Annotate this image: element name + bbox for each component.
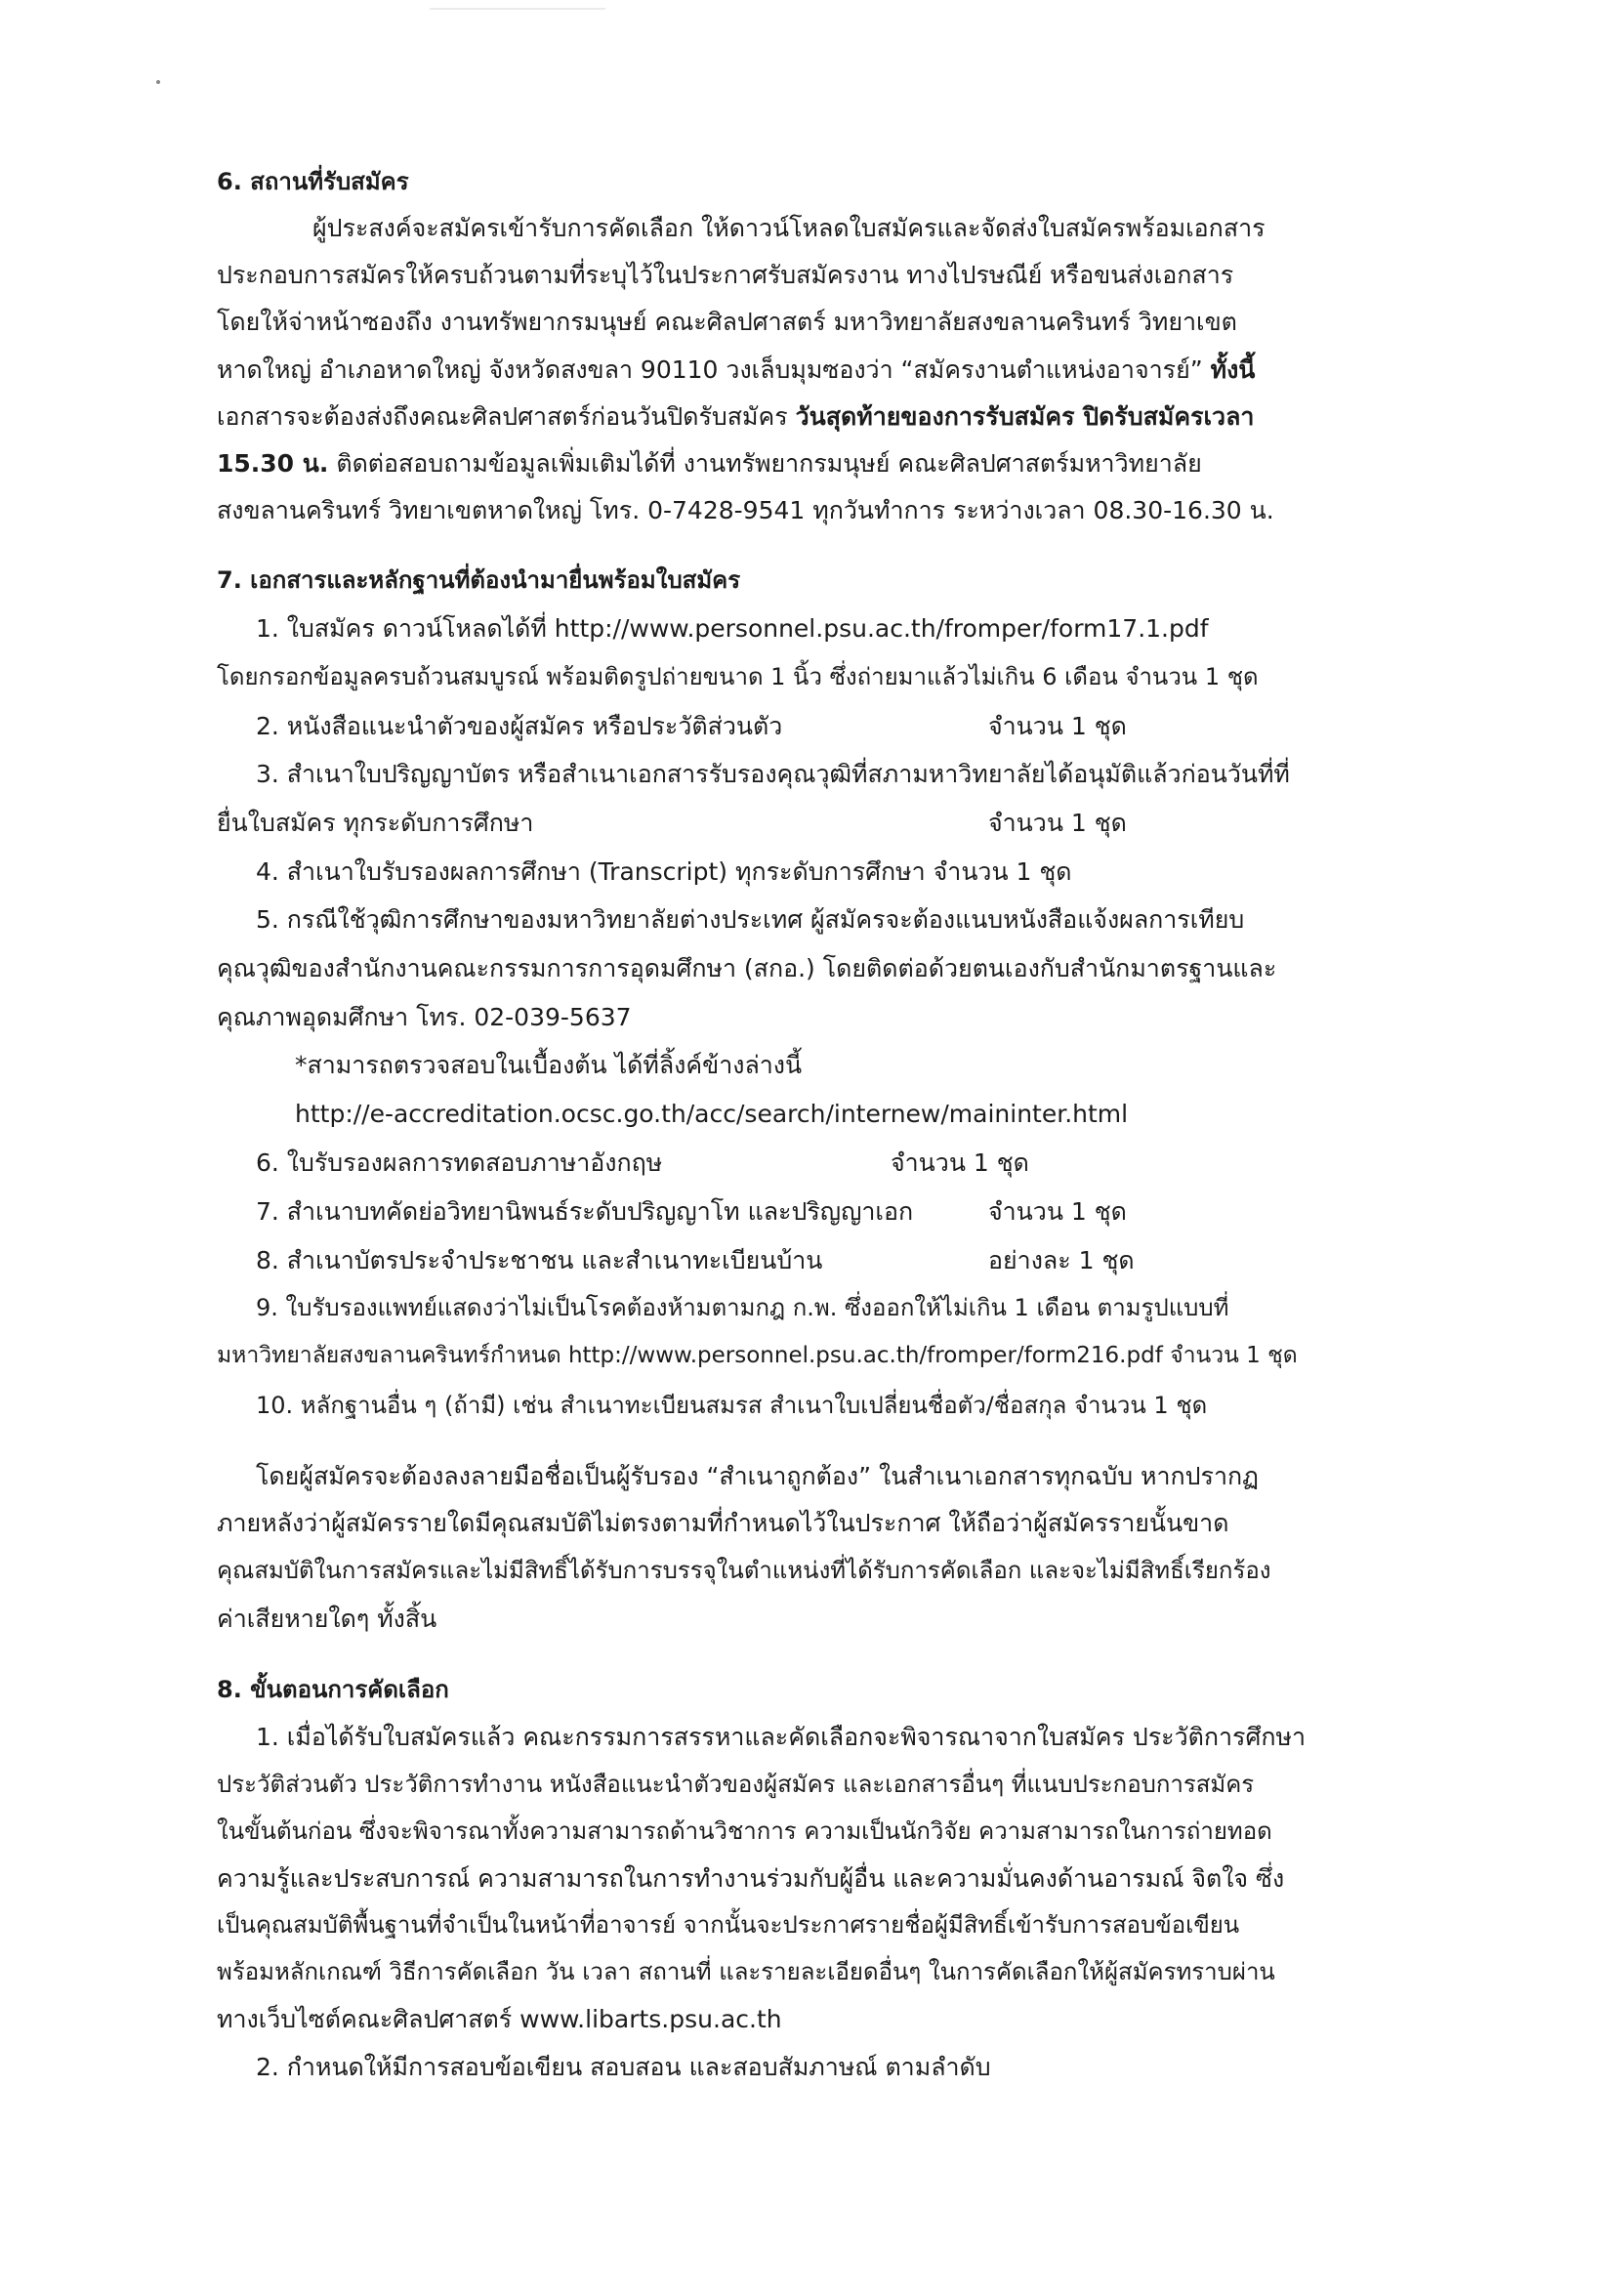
section-7-note-line: ภายหลังว่าผู้สมัครรายใดมีคุณสมบัติไม่ตรงตามที่กำหนดไว้ในประกาศ ให้ถือว่าผู้สมัครรายนั้นขาด	[217, 1509, 1229, 1537]
section-7-item-3: 3. สำเนาใบปริญญาบัตร หรือสำเนาเอกสารรับรองคุณวุฒิที่สภามหาวิทยาลัยได้อนุมัติแล้วก่อนวันที่ที่	[256, 760, 1290, 788]
section-8-item-2: 2. กำหนดให้มีการสอบข้อเขียน สอบสอน และสอบสัมภาษณ์ ตามลำดับ	[256, 2053, 991, 2081]
section-7-item-2-amount: จำนวน 1 ชุด	[988, 712, 1127, 740]
section-7-item-4: 4. สำเนาใบรับรองผลการศึกษา (Transcript) ทุกระดับการศึกษา จำนวน 1 ชุด	[256, 857, 1072, 886]
section-6-line-text: หาดใหญ่ อำเภอหาดใหญ่ จังหวัดสงขลา 90110 วงเล็บมุมซองว่า “สมัครงานตำแหน่งอาจารย์”	[217, 355, 1203, 384]
section-8-item-1-cont: ทางเว็บไซต์คณะศิลปศาสตร์ www.libarts.psu.ac.th	[217, 2005, 782, 2033]
section-8-item-1-cont: เป็นคุณสมบัติพื้นฐานที่จำเป็นในหน้าที่อาจารย์ จากนั้นจะประกาศรายชื่อผู้มีสิทธิ์เข้ารับการสอบข้อเขียน	[217, 1911, 1240, 1939]
section-6-deadline-bold: วันสุดท้ายของการรับสมัคร ปิดรับสมัครเวลา	[795, 402, 1255, 431]
section-7-item-9-cont: มหาวิทยาลัยสงขลานครินทร์กำหนด http://www.personnel.psu.ac.th/fromper/form216.pdf จำนวน 1 ชุด	[217, 1343, 1298, 1368]
section-7-note-line: คุณสมบัติในการสมัครและไม่มีสิทธิ์ได้รับการบรรจุในตำแหน่งที่ได้รับการคัดเลือก และจะไม่มีสิทธิ์เรียกร้อง	[217, 1557, 1271, 1584]
section-6-line: ประกอบการสมัครให้ครบถ้วนตามที่ระบุไว้ในประกาศรับสมัครงาน ทางไปรษณีย์ หรือขนส่งเอกสาร	[217, 261, 1234, 289]
section-7-item-9: 9. ใบรับรองแพทย์แสดงว่าไม่เป็นโรคต้องห้ามตามกฎ ก.พ. ซึ่งออกให้ไม่เกิน 1 เดือน ตามรูปแบบที่	[256, 1294, 1229, 1321]
section-7-item-6: 6. ใบรับรองผลการทดสอบภาษาอังกฤษ	[256, 1148, 663, 1177]
section-7-item-10: 10. หลักฐานอื่น ๆ (ถ้ามี) เช่น สำเนาทะเบียนสมรส สำเนาใบเปลี่ยนชื่อตัว/ชื่อสกุล จำนวน 1 ชุด	[256, 1392, 1208, 1419]
section-6-line-bold: ทั้งนี้	[1210, 355, 1256, 384]
section-6-line: สงขลานครินทร์ วิทยาเขตหาดใหญ่ โทร. 0-7428-9541 ทุกวันทำการ ระหว่างเวลา 08.30-16.30 น.	[217, 496, 1274, 524]
section-7-heading: 7. เอกสารและหลักฐานที่ต้องนำมายื่นพร้อมใบสมัคร	[217, 566, 741, 594]
section-7-item-5-cont: คุณภาพอุดมศึกษา โทร. 02-039-5637	[217, 1003, 632, 1031]
section-6-line-text: ติดต่อสอบถามข้อมูลเพิ่มเติมได้ที่ งานทรัพยากรมนุษย์ คณะศิลปศาสตร์มหาวิทยาลัย	[336, 449, 1202, 478]
section-7-item-8: 8. สำเนาบัตรประจำประชาชน และสำเนาทะเบียนบ้าน	[256, 1246, 823, 1274]
section-7-item-5-note: *สามารถตรวจสอบในเบื้องต้น ได้ที่ลิ้งค์ข้างล่างนี้	[295, 1051, 803, 1079]
section-8-item-1-cont: ประวัติส่วนตัว ประวัติการทำงาน หนังสือแนะนำตัวของผู้สมัคร และเอกสารอื่นๆ ที่แนบประกอบการสมัคร	[217, 1771, 1255, 1798]
section-7-item-8-amount: อย่างละ 1 ชุด	[988, 1246, 1135, 1274]
section-6-line-text: เอกสารจะต้องส่งถึงคณะศิลปศาสตร์ก่อนวันปิดรับสมัคร	[217, 402, 788, 431]
section-7-note-line: ค่าเสียหายใดๆ ทั้งสิ้น	[217, 1605, 437, 1633]
section-8-heading: 8. ขั้นตอนการคัดเลือก	[217, 1676, 449, 1703]
section-7-item-1-cont: โดยกรอกข้อมูลครบถ้วนสมบูรณ์ พร้อมติดรูปถ่ายขนาด 1 นิ้ว ซึ่งถ่ายมาแล้วไม่เกิน 6 เดือน จำนวน 1 ชุด	[217, 663, 1259, 690]
section-7-item-7: 7. สำเนาบทคัดย่อวิทยานิพนธ์ระดับปริญญาโท และปริญญาเอก	[256, 1197, 914, 1226]
section-6-line	[217, 357, 1255, 382]
section-6-line	[217, 404, 1254, 429]
section-6-time-bold: 15.30 น.	[217, 449, 329, 478]
section-7-item-5-cont: คุณวุฒิของสำนักงานคณะกรรมการการอุดมศึกษา (สกอ.) โดยติดต่อด้วยตนเองกับสำนักมาตรฐานและ	[217, 954, 1277, 982]
section-6-line: โดยให้จ่าหน้าซองถึง งานทรัพยากรมนุษย์ คณะศิลปศาสตร์ มหาวิทยาลัยสงขลานครินทร์ วิทยาเขต	[217, 308, 1237, 336]
section-8-item-1: 1. เมื่อได้รับใบสมัครแล้ว คณะกรรมการสรรหาและคัดเลือกจะพิจารณาจากใบสมัคร ประวัติการศึกษา	[256, 1723, 1306, 1751]
section-7-item-6-amount: จำนวน 1 ชุด	[891, 1148, 1029, 1177]
scan-speck	[156, 80, 160, 84]
section-7-item-7-amount: จำนวน 1 ชุด	[988, 1197, 1127, 1226]
section-6-line	[217, 451, 1202, 476]
section-6-line: ผู้ประสงค์จะสมัครเข้ารับการคัดเลือก ให้ดาวน์โหลดใบสมัครและจัดส่งใบสมัครพร้อมเอกสาร	[312, 214, 1266, 242]
section-7-note-line: โดยผู้สมัครจะต้องลงลายมือชื่อเป็นผู้รับรอง “สำเนาถูกต้อง” ในสำเนาเอกสารทุกฉบับ หากปรากฏ	[256, 1462, 1259, 1490]
section-7-item-5-url: http://e-accreditation.ocsc.go.th/acc/search/internew/maininter.html	[295, 1100, 1129, 1128]
section-8-item-1-cont: ความรู้และประสบการณ์ ความสามารถในการทำงานร่วมกับผู้อื่น และความมั่นคงด้านอารมณ์ จิตใจ ซึ่ง	[217, 1864, 1285, 1893]
section-7-item-1: 1. ใบสมัคร ดาวน์โหลดได้ที่ http://www.personnel.psu.ac.th/fromper/form17.1.pdf	[256, 614, 1209, 643]
section-8-item-1-cont: ในขั้นต้นก่อน ซึ่งจะพิจารณาทั้งความสามารถด้านวิชาการ ความเป็นนักวิจัย ความสามารถในการถ่ายทอด	[217, 1817, 1272, 1845]
section-7-item-3-cont: ยื่นใบสมัคร ทุกระดับการศึกษา	[217, 809, 534, 837]
section-7-item-2: 2. หนังสือแนะนำตัวของผู้สมัคร หรือประวัติส่วนตัว	[256, 712, 783, 740]
section-6-heading: 6. สถานที่รับสมัคร	[217, 168, 409, 195]
scan-mark	[430, 8, 605, 10]
section-7-item-3-amount: จำนวน 1 ชุด	[988, 809, 1127, 837]
section-8-item-1-cont: พร้อมหลักเกณฑ์ วิธีการคัดเลือก วัน เวลา สถานที่ และรายละเอียดอื่นๆ ในการคัดเลือกให้ผู้สมัครทราบผ่าน	[217, 1958, 1275, 1985]
section-7-item-5: 5. กรณีใช้วุฒิการศึกษาของมหาวิทยาลัยต่างประเทศ ผู้สมัครจะต้องแนบหนังสือแจ้งผลการเทียบ	[256, 905, 1245, 934]
